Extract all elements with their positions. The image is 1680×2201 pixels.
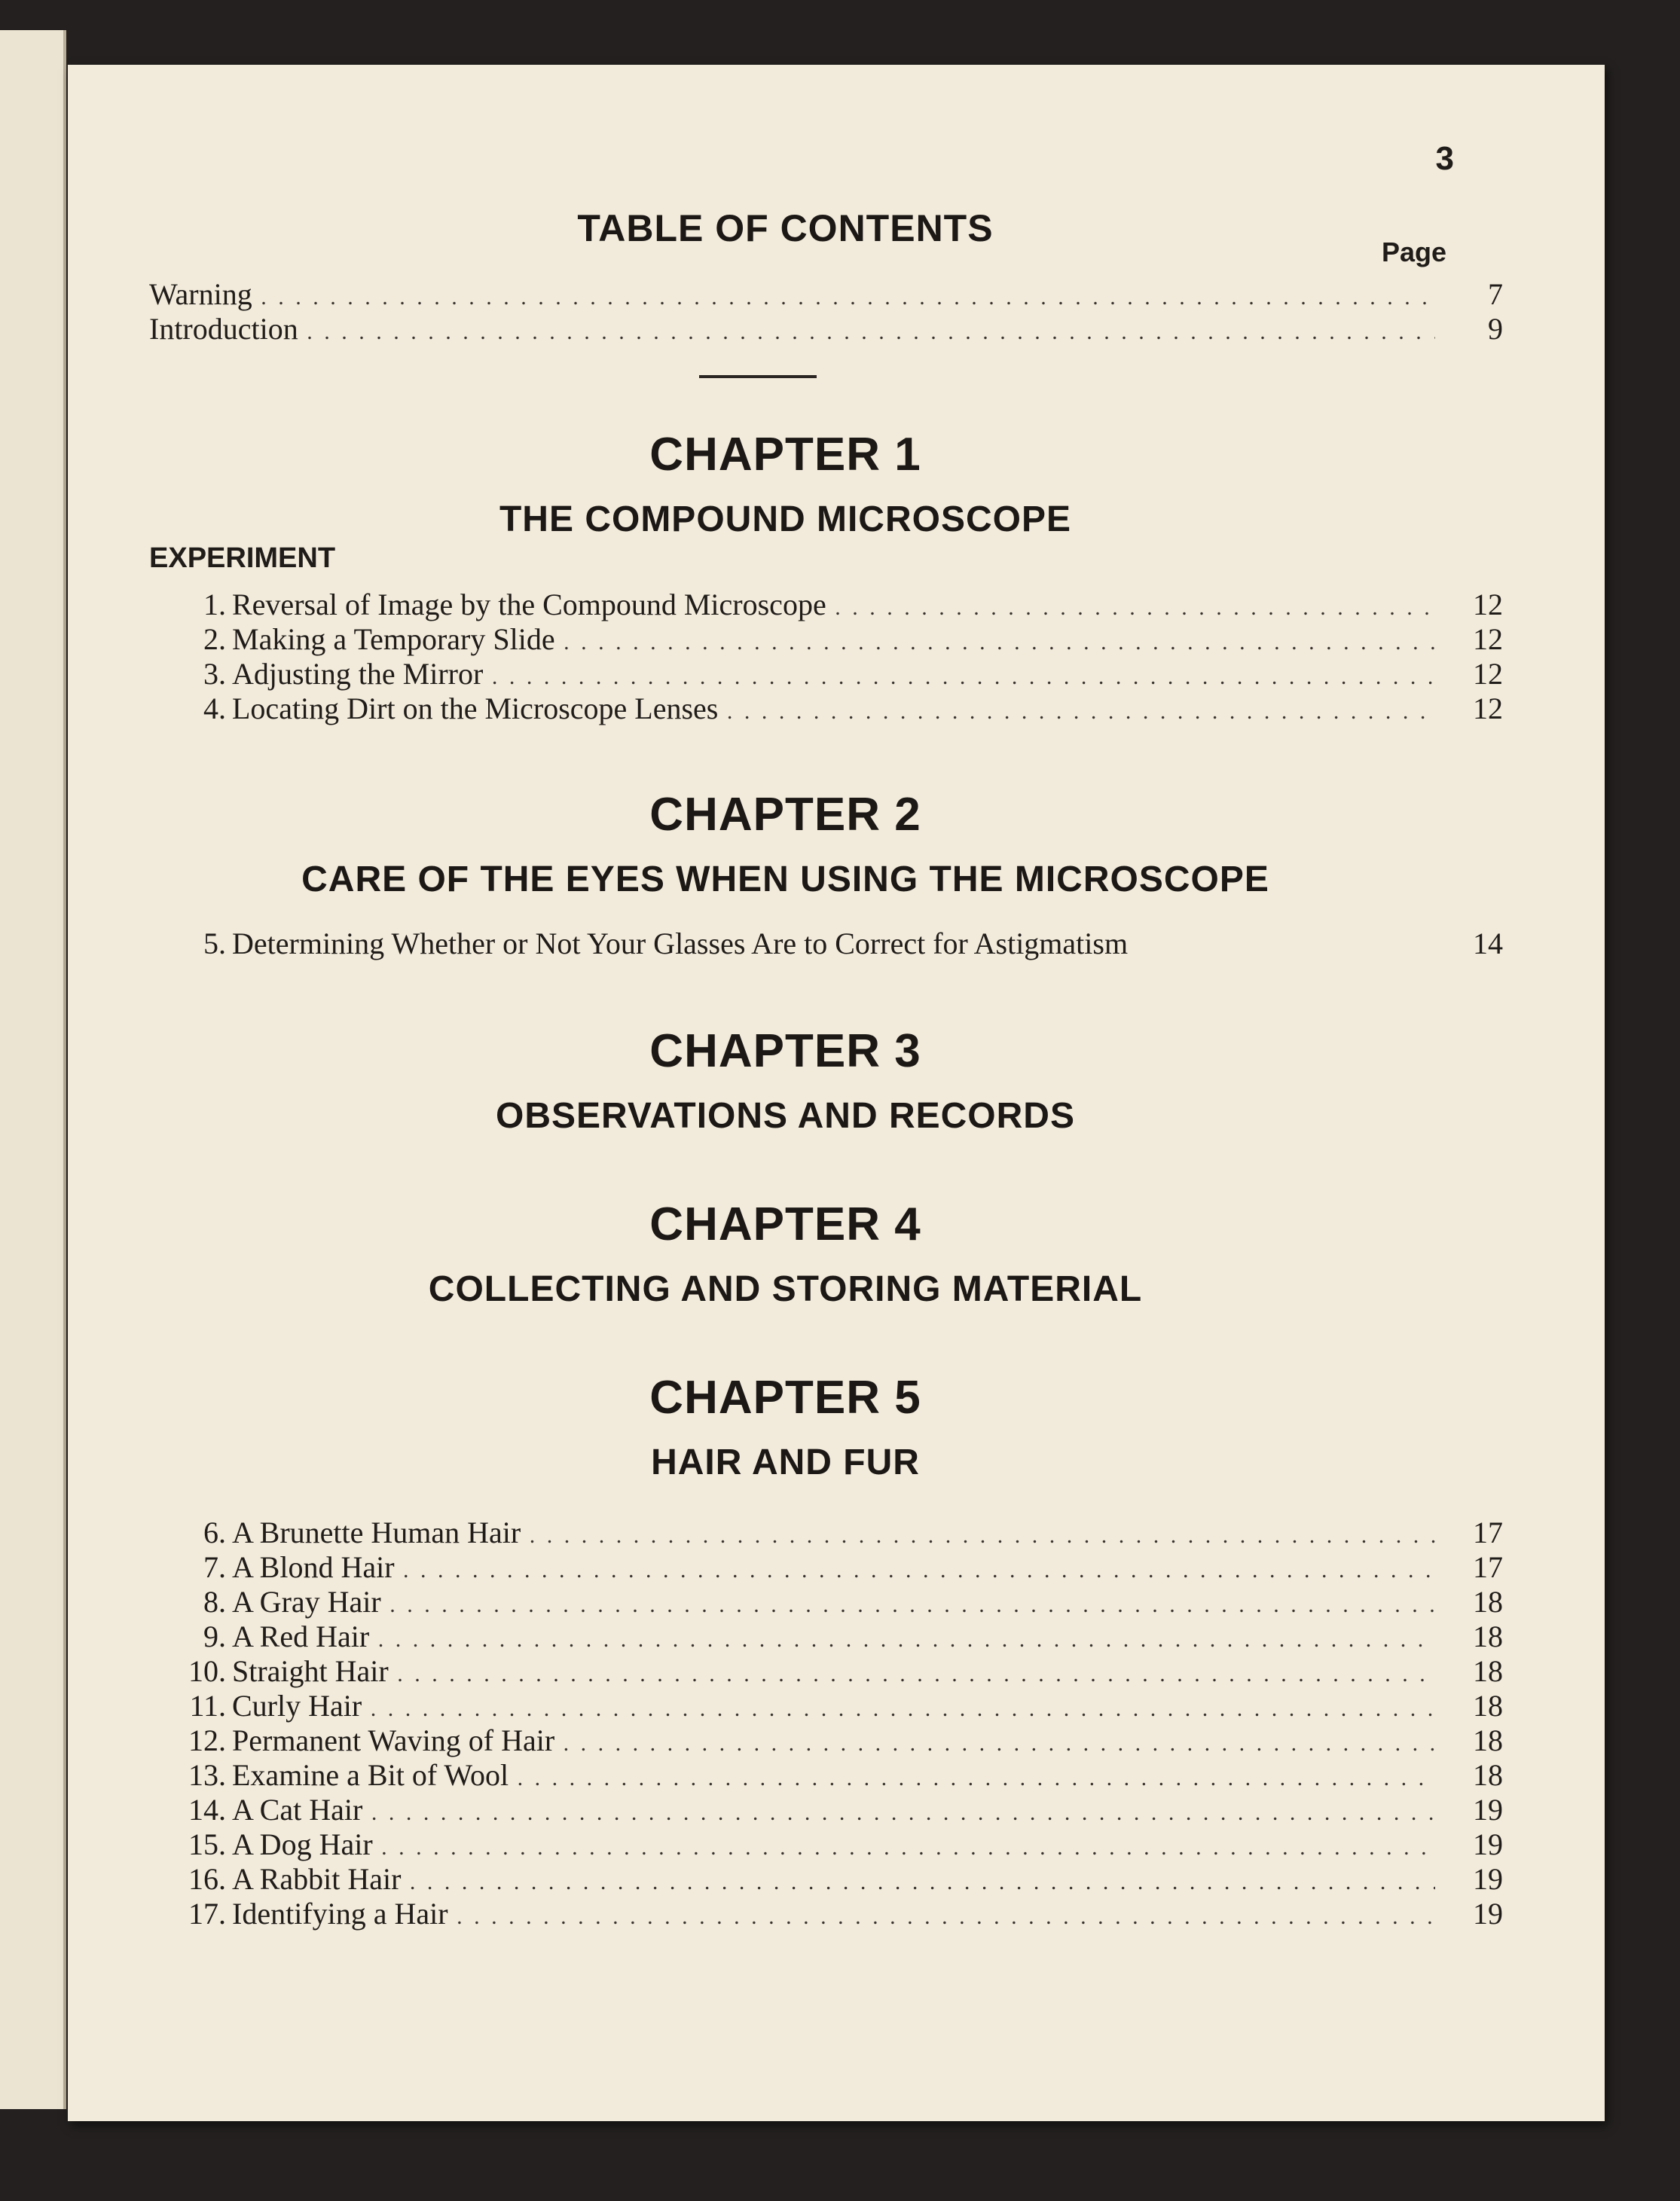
toc-entry[interactable] xyxy=(68,1897,1503,1931)
entry-page: 18 xyxy=(1473,1585,1503,1619)
entry-title: A Dog Hair . . . xyxy=(232,1827,1435,1865)
entry-page: 14 xyxy=(1473,926,1503,960)
toc-entry[interactable] xyxy=(68,1654,1503,1689)
chapter-3-heading: CHAPTER 3 xyxy=(649,1025,921,1077)
entry-title: Determining Whether or Not Your Glasses Are to Correct for Astigmatism xyxy=(232,926,1129,960)
chapter-1-heading: CHAPTER 1 xyxy=(649,429,921,481)
entry-title: Locating Dirt on the Microscope Lenses . . . xyxy=(232,691,1435,729)
toc-entry[interactable] xyxy=(68,1619,1503,1654)
entry-page: 19 xyxy=(1473,1862,1503,1896)
entry-title: Reversal of Image by the Compound Microscope . . . xyxy=(232,588,1435,625)
chapter-5-heading: CHAPTER 5 xyxy=(649,1372,921,1424)
toc-entry-introduction[interactable] xyxy=(68,312,1503,346)
entry-page: 17 xyxy=(1473,1550,1503,1584)
entry-number: 6. xyxy=(203,1516,226,1549)
entry-page: 18 xyxy=(1473,1619,1503,1653)
entry-number: 5. xyxy=(203,926,226,960)
entry-title: Curly Hair . . . xyxy=(232,1689,1435,1726)
toc-entry[interactable] xyxy=(68,1516,1503,1550)
entry-number: 7. xyxy=(203,1550,226,1584)
entry-number: 13. xyxy=(188,1758,226,1792)
entry-page: 18 xyxy=(1473,1723,1503,1757)
entry-number: 11. xyxy=(189,1689,226,1723)
entry-title: Examine a Bit of Wool . . . xyxy=(232,1758,1435,1796)
entry-number: 16. xyxy=(188,1862,226,1896)
toc-entry[interactable] xyxy=(68,1758,1503,1793)
toc-entry[interactable] xyxy=(68,1862,1503,1897)
chapter-2-subtitle: CARE OF THE EYES WHEN USING THE MICROSCOPE xyxy=(301,859,1269,899)
toc-entry[interactable] xyxy=(68,1585,1503,1619)
entry-page: 18 xyxy=(1473,1758,1503,1792)
entry-title: A Cat Hair . . . xyxy=(232,1793,1435,1830)
entry-title: Introduction . . . xyxy=(149,312,1435,350)
entry-page: 7 xyxy=(1488,277,1503,311)
entry-page: 17 xyxy=(1473,1516,1503,1549)
entry-page: 12 xyxy=(1473,622,1503,656)
left-page-edge xyxy=(0,30,66,2109)
entry-title: Warning . . . xyxy=(149,277,1435,315)
toc-entry[interactable] xyxy=(68,588,1503,622)
toc-entry[interactable] xyxy=(68,691,1503,726)
toc-entry[interactable] xyxy=(68,1689,1503,1723)
toc-entry[interactable] xyxy=(68,926,1503,961)
toc-entry[interactable] xyxy=(68,1827,1503,1862)
toc-entry[interactable] xyxy=(68,1550,1503,1585)
chapter-4-heading: CHAPTER 4 xyxy=(649,1198,921,1250)
entry-title: Making a Temporary Slide . . . xyxy=(232,622,1435,660)
entry-title: A Blond Hair . . . xyxy=(232,1550,1435,1588)
entry-number: 14. xyxy=(188,1793,226,1827)
chapter-4-subtitle: COLLECTING AND STORING MATERIAL xyxy=(428,1269,1143,1309)
chapter-5-subtitle: HAIR AND FUR xyxy=(651,1442,920,1482)
entry-title: A Gray Hair . . . xyxy=(232,1585,1435,1623)
entry-page: 12 xyxy=(1473,691,1503,725)
chapter-2-heading: CHAPTER 2 xyxy=(649,789,921,841)
entry-title: A Rabbit Hair . . . xyxy=(232,1862,1435,1900)
entry-title: Identifying a Hair . . . xyxy=(232,1897,1435,1934)
toc-entry[interactable] xyxy=(68,1793,1503,1827)
entry-number: 12. xyxy=(188,1723,226,1757)
entry-page: 19 xyxy=(1473,1793,1503,1827)
entry-title: Permanent Waving of Hair . . . xyxy=(232,1723,1435,1761)
toc-title: TABLE OF CONTENTS xyxy=(577,207,994,249)
entry-title: Adjusting the Mirror . . . xyxy=(232,657,1435,694)
entry-number: 17. xyxy=(188,1897,226,1931)
entry-page: 12 xyxy=(1473,588,1503,621)
toc-entry[interactable] xyxy=(68,1723,1503,1758)
toc-entry-warning[interactable] xyxy=(68,277,1503,312)
entry-number: 1. xyxy=(203,588,226,621)
entry-page: 18 xyxy=(1473,1689,1503,1723)
entry-number: 15. xyxy=(188,1827,226,1861)
experiment-label: EXPERIMENT xyxy=(149,542,336,574)
entry-number: 4. xyxy=(203,691,226,725)
chapter-3-subtitle: OBSERVATIONS AND RECORDS xyxy=(496,1096,1075,1136)
page-column-label: Page xyxy=(1381,237,1446,267)
entry-page: 19 xyxy=(1473,1827,1503,1861)
entry-page: 12 xyxy=(1473,657,1503,691)
entry-number: 8. xyxy=(203,1585,226,1619)
entry-number: 2. xyxy=(203,622,226,656)
chapter-1-subtitle: THE COMPOUND MICROSCOPE xyxy=(499,499,1072,539)
entry-page: 18 xyxy=(1473,1654,1503,1688)
entry-number: 3. xyxy=(203,657,226,691)
entry-title: A Brunette Human Hair . . . xyxy=(232,1516,1435,1553)
entry-number: 10. xyxy=(188,1654,226,1688)
toc-entry[interactable] xyxy=(68,622,1503,657)
entry-page: 9 xyxy=(1488,312,1503,346)
entry-number: 9. xyxy=(203,1619,226,1653)
divider-rule xyxy=(699,375,817,378)
document-page xyxy=(68,65,1605,2121)
page-number: 3 xyxy=(1435,140,1454,177)
entry-page: 19 xyxy=(1473,1897,1503,1931)
toc-entry[interactable] xyxy=(68,657,1503,691)
entry-title: Straight Hair . . . xyxy=(232,1654,1435,1692)
entry-title: A Red Hair . . . xyxy=(232,1619,1435,1657)
